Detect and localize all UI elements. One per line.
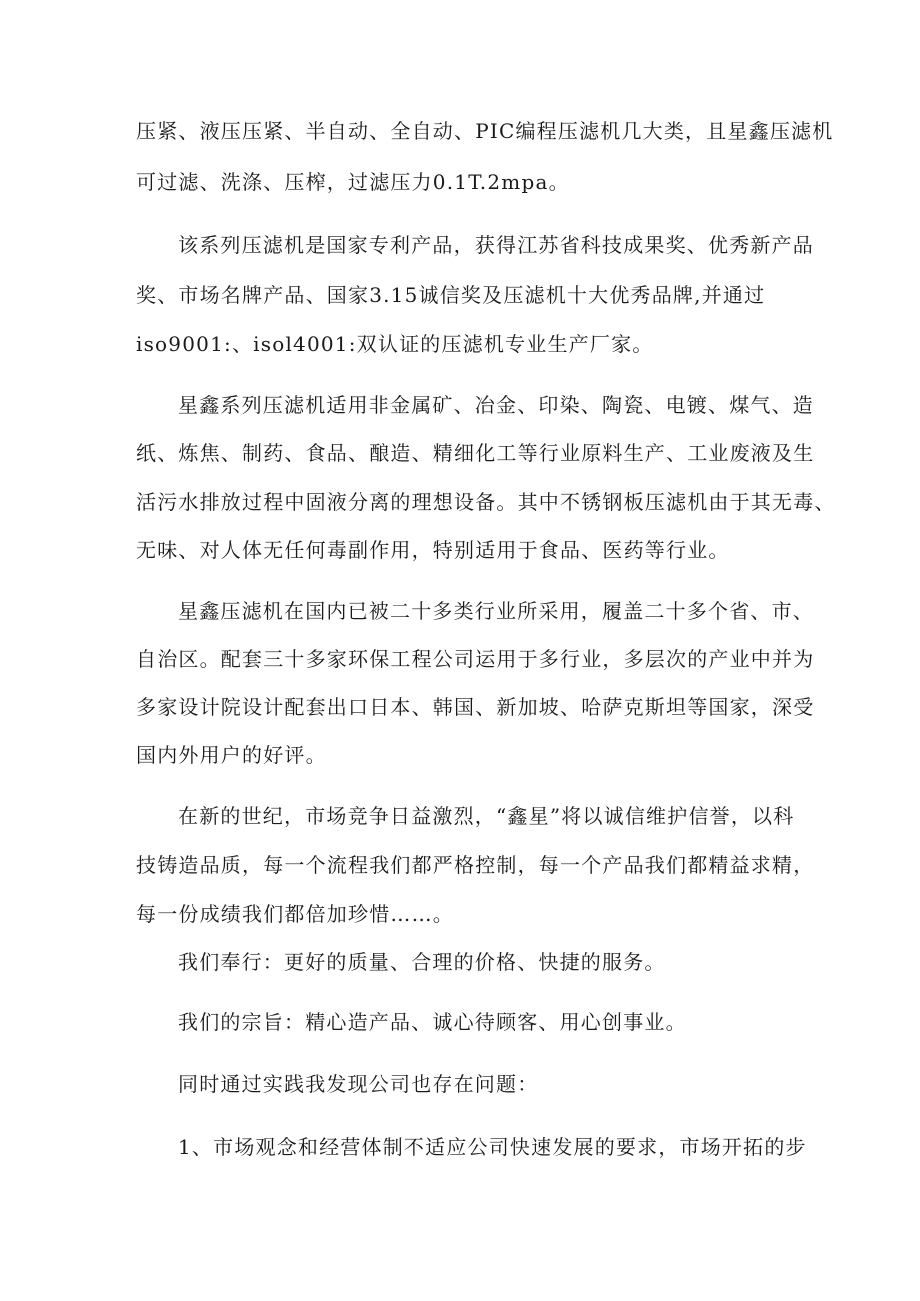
- text-line: 奖、市场名牌产品、国家3.15诚信奖及压滤机十大优秀品牌,并通过: [136, 283, 766, 307]
- text-line: 活污水排放过程中固液分离的理想设备。其中不锈钢板压滤机由于其无毒、: [136, 490, 836, 514]
- text-line: 技铸造品质，每一个流程我们都严格控制，每一个产品我们都精益求精，: [136, 853, 815, 877]
- paragraph-problems-intro: 同时通过实践我发现公司也存在问题：: [178, 1072, 539, 1096]
- text-line: iso9001:、isol4001:双认证的压滤机专业生产厂家。: [136, 332, 654, 356]
- text-line: 国内外用户的好评。: [136, 743, 327, 767]
- paragraph-problem-1: 1、市场观念和经营体制不适应公司快速发展的要求，市场开拓的步: [178, 1135, 807, 1159]
- text-line: 无味、对人体无任何毒副作用，特别适用于食品、医药等行业。: [136, 538, 730, 562]
- text-line: 可过滤、洗涤、压榨，过滤压力0.1T.2mpa。: [136, 170, 570, 194]
- paragraph-tenet: 我们的宗旨：精心造产品、诚心待顾客、用心创事业。: [178, 1010, 687, 1034]
- text-line: 星鑫压滤机在国内已被二十多类行业所采用，履盖二十多个省、市、: [178, 599, 814, 623]
- text-line: 该系列压滤机是国家专利产品，获得江苏省科技成果奖、优秀新产品: [178, 233, 814, 257]
- text-line: 纸、炼焦、制药、食品、酿造、精细化工等行业原料生产、工业废液及生: [136, 441, 815, 465]
- text-line: 多家设计院设计配套出口日本、韩国、新加坡、哈萨克斯坦等国家，深受: [136, 695, 815, 719]
- text-line: 压紧、液压压紧、半自动、全自动、PIC编程压滤机几大类，且星鑫压滤机: [136, 119, 834, 143]
- paragraph-principle: 我们奉行：更好的质量、合理的价格、快捷的服务。: [178, 950, 666, 974]
- text-line: 星鑫系列压滤机适用非金属矿、冶金、印染、陶瓷、电镀、煤气、造: [178, 393, 814, 417]
- text-line: 每一份成绩我们都倍加珍惜……。: [136, 902, 454, 926]
- text-line: 自治区。配套三十多家环保工程公司运用于多行业，多层次的产业中并为: [136, 647, 815, 671]
- text-line: 在新的世纪，市场竞争日益激烈，“鑫星”将以诚信维护信誉，以科: [178, 804, 795, 828]
